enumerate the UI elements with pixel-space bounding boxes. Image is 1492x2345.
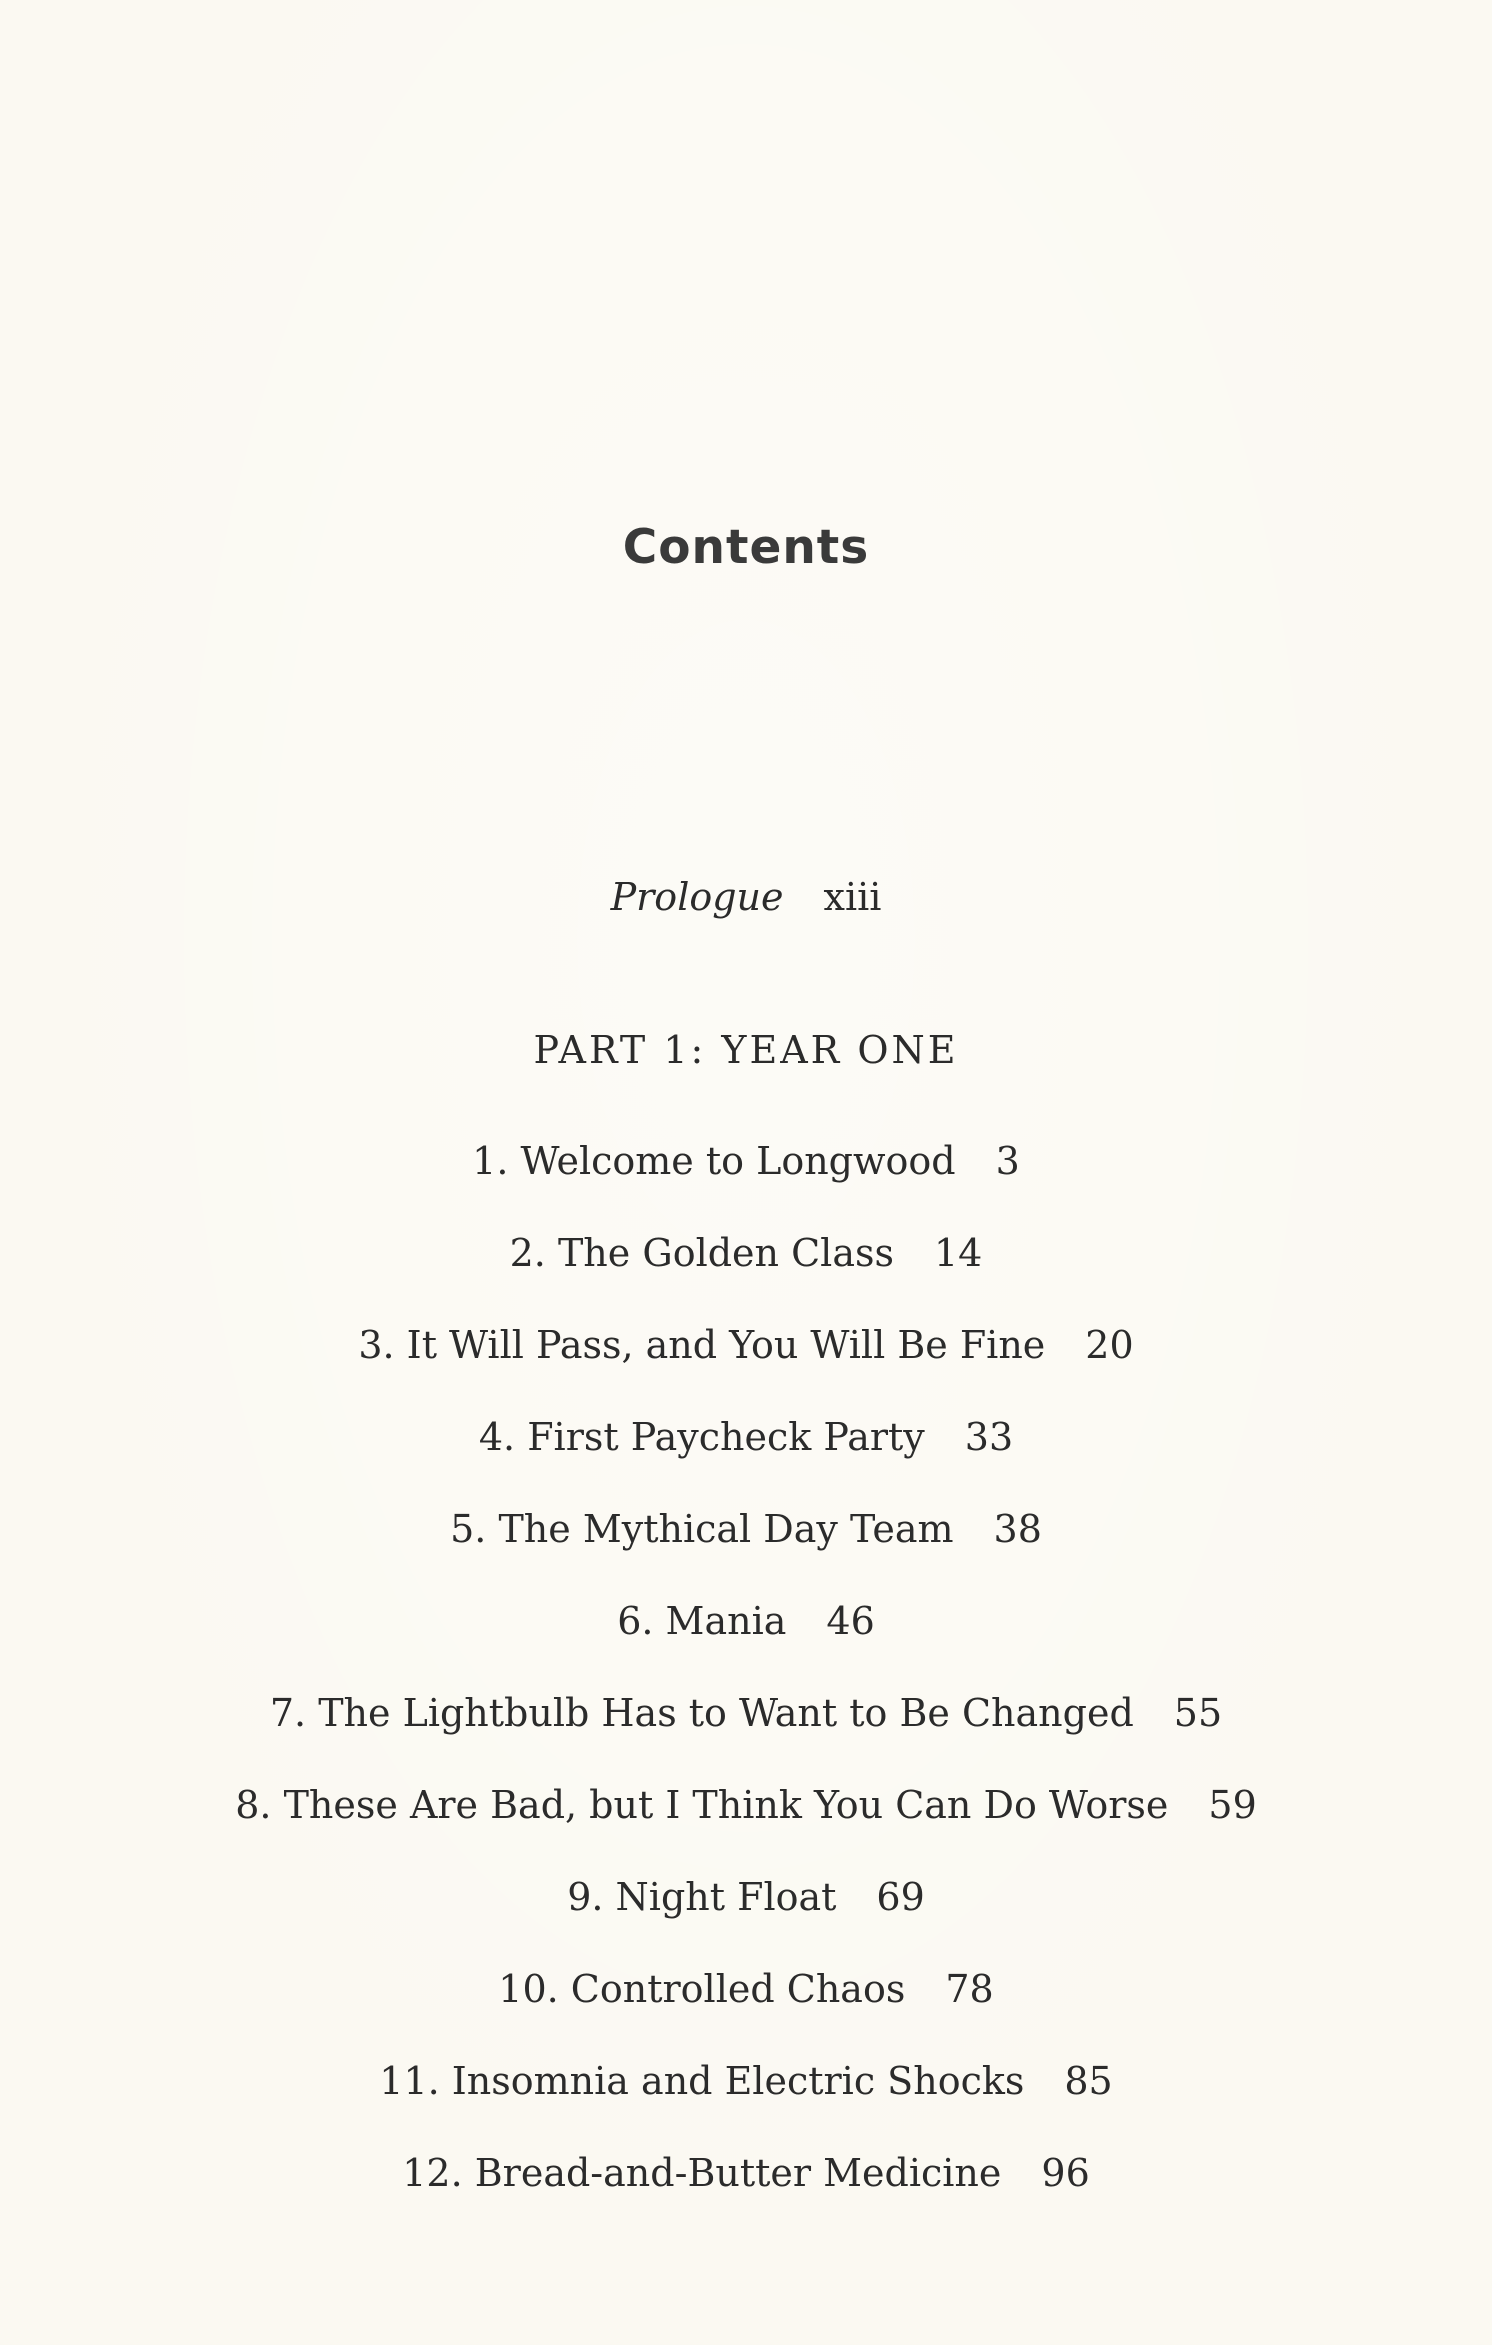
part-heading: PART 1: YEAR ONE	[533, 1028, 959, 1072]
toc-entry	[0, 1596, 1492, 1646]
toc-entry-page: 46	[826, 1599, 875, 1643]
toc-entry	[0, 1872, 1492, 1922]
toc-entry-page: xiii	[823, 875, 882, 919]
toc-entry-title: 8. These Are Bad, but I Think You Can Do Worse	[235, 1783, 1169, 1827]
toc-entry	[0, 1688, 1492, 1738]
toc-entry-title: 9. Night Float	[567, 1875, 837, 1919]
toc-entry-page: 20	[1085, 1323, 1134, 1367]
toc-entry	[0, 1780, 1492, 1830]
toc-entry-page: 38	[993, 1507, 1042, 1551]
toc-entry-page: 59	[1208, 1783, 1257, 1827]
toc-entry-prologue	[0, 872, 1492, 922]
toc-entry-page: 78	[945, 1967, 994, 2011]
toc-entry-title: 10. Controlled Chaos	[498, 1967, 906, 2011]
toc-entry-title: 2. The Golden Class	[509, 1231, 894, 1275]
toc-entry-title: 6. Mania	[617, 1599, 787, 1643]
toc-entry-title: 7. The Lightbulb Has to Want to Be Changed	[269, 1691, 1134, 1735]
toc-entry	[0, 1504, 1492, 1554]
toc-entry	[0, 1964, 1492, 2014]
toc-entry-page: 55	[1173, 1691, 1223, 1735]
toc-entry	[0, 2148, 1492, 2198]
toc-entry	[0, 1320, 1492, 1370]
toc-entry-page: 3	[995, 1139, 1020, 1183]
toc-entry-title: 12. Bread-and-Butter Medicine	[402, 2151, 1002, 2195]
toc-entry-page: 85	[1064, 2059, 1113, 2103]
toc-entry	[0, 1136, 1492, 1186]
toc-entry-title: 11. Insomnia and Electric Shocks	[379, 2059, 1025, 2103]
toc-entry-title: 3. It Will Pass, and You Will Be Fine	[358, 1323, 1046, 1367]
toc-entry	[0, 2056, 1492, 2106]
toc-entry	[0, 1228, 1492, 1278]
toc-entry-page: 33	[964, 1415, 1014, 1459]
toc-entry-page: 96	[1041, 2151, 1090, 2195]
contents-heading: Contents	[622, 520, 870, 575]
toc-entry-title: 1. Welcome to Longwood	[472, 1139, 956, 1183]
toc-entry	[0, 1412, 1492, 1462]
toc-entry-title: Prologue	[610, 875, 784, 919]
toc-entry-title: 4. First Paycheck Party	[478, 1415, 925, 1459]
toc-entry-title: 5. The Mythical Day Team	[450, 1507, 954, 1551]
toc-entry-page: 69	[876, 1875, 925, 1919]
toc-entry-page: 14	[934, 1231, 983, 1275]
